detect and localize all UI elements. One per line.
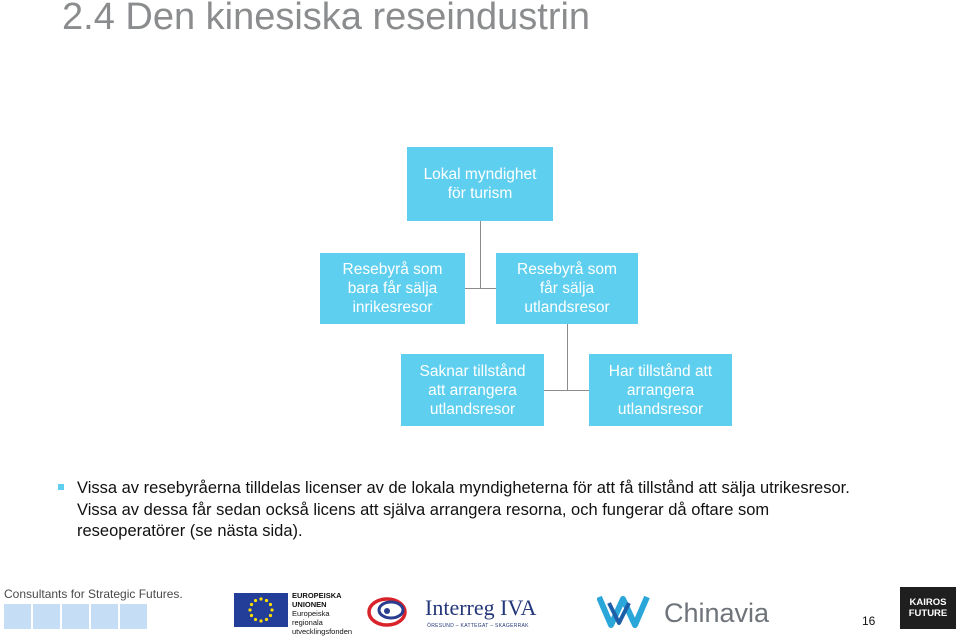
eu-line: Europeiska <box>292 609 330 618</box>
interreg-wordmark: Interreg IVA <box>425 595 537 620</box>
box-domestic-agency <box>320 253 465 324</box>
box-outbound-agency-text: Resebyrå som får sälja utlandsresor <box>517 261 617 316</box>
box-has-permit <box>589 354 732 426</box>
bullet-text: Vissa av resebyråerna tilldelas licenser av de lokala myndigheterna för att få tillstånd att sälja utrikesresor. Vissa av dessa får sedan också licens att själva arrangera resorna, och fungerar då oftare som reseoperatörer (se nästa sida). <box>77 479 850 540</box>
eu-line: regionala <box>292 618 323 627</box>
kairos-line: FUTURE <box>908 608 948 619</box>
eu-line: UNIONEN <box>292 600 327 609</box>
connector-level3-horizontal <box>544 390 589 391</box>
slide-title: 2.4 Den kinesiska reseindustrin <box>62 0 591 38</box>
box-outbound-agency <box>496 253 638 324</box>
eu-line: utvecklingsfonden <box>292 627 353 636</box>
eu-flag-icon <box>234 593 288 627</box>
interreg-subtitle: ÖRESUND – KATTEGAT – SKAGERRAK <box>427 623 529 629</box>
box-local-authority-text: Lokal myndighet för turism <box>423 166 537 202</box>
kairos-line: KAIROS <box>909 597 947 608</box>
page-number: 16 <box>862 614 876 628</box>
box-has-permit-text: Har tillstånd att arrangera utlandsresor <box>608 362 713 418</box>
interreg-logo-icon <box>365 590 423 637</box>
decor-square <box>62 604 89 629</box>
kairos-future-logo <box>900 587 956 629</box>
box-no-permit-text: Saknar tillstånd att arrangera utlandsresor <box>419 362 526 418</box>
decor-square <box>91 604 118 629</box>
decor-square <box>33 604 60 629</box>
bullet-square-icon <box>58 484 64 490</box>
eu-line: EUROPEISKA <box>292 591 342 600</box>
decor-square <box>120 604 147 629</box>
box-domestic-agency-text: Resebyrå som bara får sälja inrikesresor <box>342 261 443 316</box>
box-no-permit <box>401 354 544 426</box>
footer <box>0 578 960 636</box>
box-local-authority <box>407 147 553 221</box>
eu-fund-label <box>292 591 352 636</box>
decor-square <box>4 604 31 629</box>
chinavia-wordmark: Chinavia <box>664 598 770 628</box>
connector-top-vertical <box>480 221 481 288</box>
consultants-tagline: Consultants for Strategic Futures. <box>4 587 183 601</box>
chinavia-logo-icon <box>597 591 659 636</box>
connector-mid-vertical <box>567 323 568 390</box>
connector-level2-horizontal <box>465 288 496 289</box>
